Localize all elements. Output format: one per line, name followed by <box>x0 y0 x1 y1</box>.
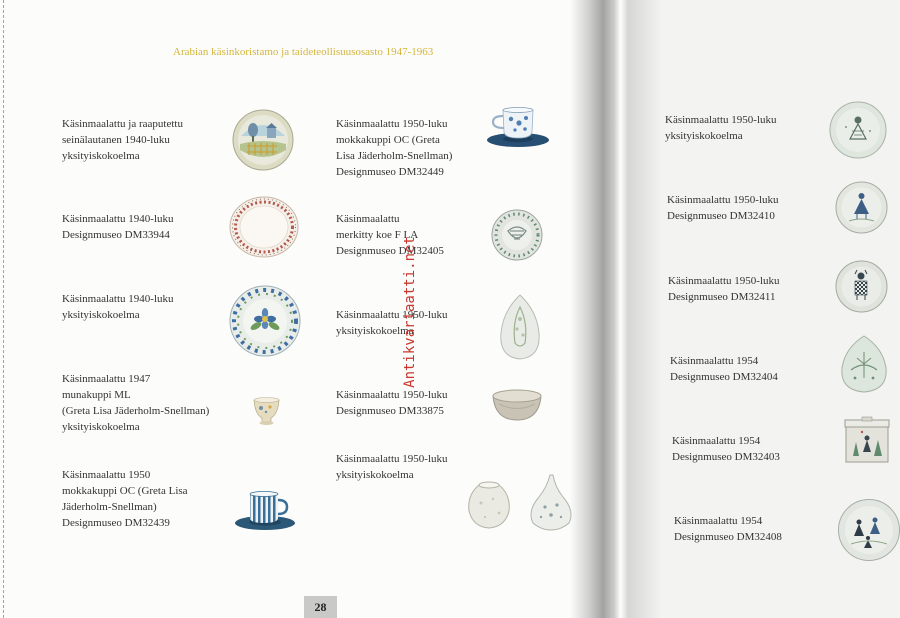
dotted-border-plate-image <box>228 195 300 259</box>
figure-plate-image <box>835 181 888 234</box>
mocha-cup-image <box>485 106 550 150</box>
figure-plate-image <box>835 260 888 313</box>
drop-dish-image <box>497 293 543 361</box>
item-caption: Käsinmaalattu ja raaputettu seinälautanen 1940-luku yksityiskokoelma <box>62 118 183 162</box>
page-edge-line <box>3 0 4 618</box>
item-caption: Käsinmaalattu 1947 munakuppi ML (Greta Lisa Jäderholm-Snellman) yksityiskokoelma <box>62 373 210 433</box>
item-caption: Käsinmaalattu 1950-luku yksityiskokoelma <box>336 309 448 337</box>
item-caption: Käsinmaalattu 1940-luku yksityiskokoelma <box>62 293 174 321</box>
book-gutter-shadow <box>570 0 662 618</box>
figure-plate-image <box>829 101 887 159</box>
vases-image <box>465 473 577 531</box>
small-plate-image <box>491 209 543 261</box>
item-caption: Käsinmaalattu 1950-luku Designmuseo DM32411 <box>668 275 780 303</box>
wall-plate-image <box>231 108 295 172</box>
egg-cup-image <box>251 396 282 426</box>
item-caption: Käsinmaalattu merkitty koe F LA Designmuseo DM32405 <box>336 213 444 257</box>
item-caption: Käsinmaalattu 1950-luku mokkakuppi OC (Greta Lisa Jäderholm-Snellman) Designmuseo DM32449 <box>336 118 453 178</box>
floral-plate-image <box>228 284 302 358</box>
box-image <box>842 416 892 466</box>
item-caption: Käsinmaalattu 1950 mokkakuppi OC (Greta Lisa Jäderholm-Snellman) Designmuseo DM32439 <box>62 469 188 529</box>
bowl-image <box>491 388 543 422</box>
item-caption: Käsinmaalattu 1950-luku Designmuseo DM33875 <box>336 389 448 417</box>
drop-dish-image <box>839 334 889 394</box>
item-caption: Käsinmaalattu 1954 Designmuseo DM32404 <box>670 355 778 383</box>
item-caption: Käsinmaalattu 1950-luku Designmuseo DM32410 <box>667 194 779 222</box>
item-caption: Käsinmaalattu 1954 Designmuseo DM32408 <box>674 515 782 543</box>
item-caption: Käsinmaalattu 1950-luku yksityiskokoelma <box>665 114 777 142</box>
item-caption: Käsinmaalattu 1954 Designmuseo DM32403 <box>672 435 780 463</box>
item-caption: Käsinmaalattu 1940-luku Designmuseo DM33944 <box>62 213 174 241</box>
watermark-text: Antikvariaatti.net <box>402 236 418 388</box>
page-number: 28 <box>304 596 337 618</box>
section-header: Arabian käsinkoristamo ja taideteollisuusosasto 1947-1963 <box>173 46 434 58</box>
item-caption: Käsinmaalattu 1950-luku yksityiskokoelma <box>336 453 448 481</box>
figure-plate-image <box>837 498 900 562</box>
striped-mocha-cup-image <box>233 488 297 532</box>
